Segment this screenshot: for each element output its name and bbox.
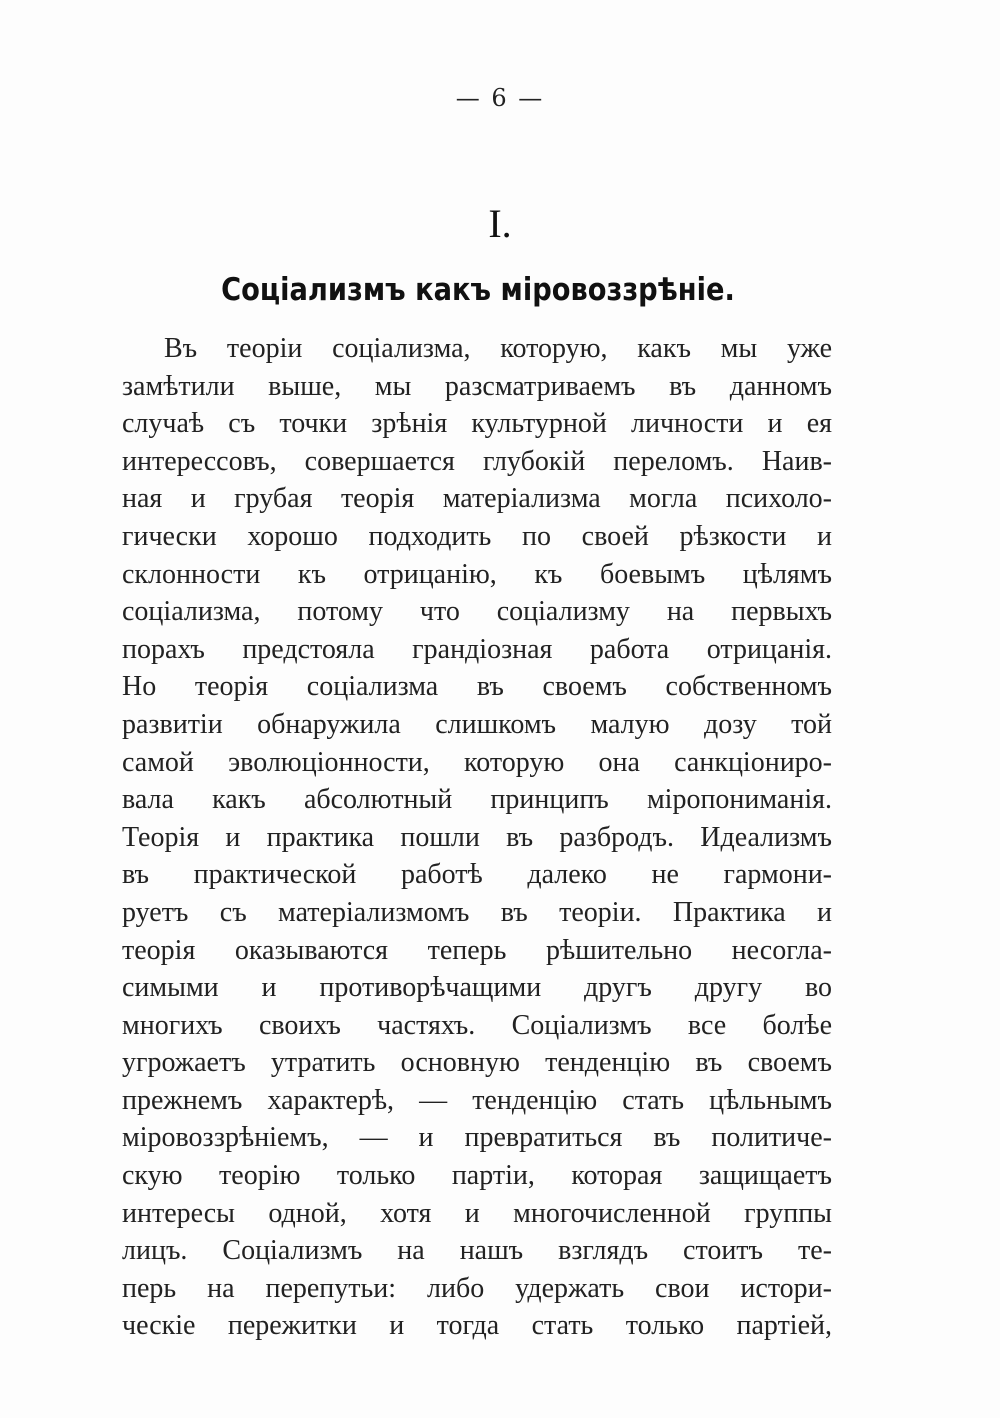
text-line: интересы одной, хотя и многочисленной группы — [122, 1197, 832, 1229]
text-line: міровоззрѣніемъ, — и превратиться въ политиче- — [122, 1122, 832, 1154]
text-line: симыми и противорѣчащими другъ другу во — [122, 972, 832, 1004]
text-line: лицъ. Соціализмъ на нашъ взглядъ стоитъ те- — [122, 1235, 832, 1267]
text-line: гически хорошо подходить по своей рѣзкости и — [122, 520, 832, 552]
text-line: вала какъ абсолютный принципъ міропониманія. — [122, 784, 832, 816]
text-line: замѣтили выше, мы разсматриваемъ въ данномъ — [122, 370, 832, 402]
text-line: ческіе пережитки и тогда стать только партіей, — [122, 1310, 832, 1342]
text-line: склонности къ отрицанію, къ боевымъ цѣлямъ — [122, 558, 832, 590]
body-text — [122, 330, 832, 1345]
text-line: Въ теоріи соціализма, которую, какъ мы уже — [164, 333, 832, 364]
text-line: случаѣ съ точки зрѣнія культурной личности и ея — [122, 408, 832, 440]
text-line: соціализма, потому что соціализму на первыхъ — [122, 596, 832, 628]
chapter-number: I. — [488, 201, 512, 246]
chapter-title: Соціализмъ какъ міровоззрѣніе. — [221, 272, 735, 308]
text-line: ная и грубая теорія матеріализма могла психоло- — [122, 483, 832, 515]
text-line: самой эволюціонности, которую она санкціониро- — [122, 746, 832, 778]
text-line: въ практической работѣ далеко не гармони- — [122, 859, 832, 891]
text-line: Но теорія соціализма въ своемъ собственномъ — [122, 671, 832, 703]
text-line: прежнемъ характерѣ, — тенденцію стать цѣльнымъ — [122, 1084, 832, 1116]
text-line: теорія оказываются теперь рѣшительно несогла- — [122, 934, 832, 966]
text-line: руетъ съ матеріализмомъ въ теоріи. Практика и — [122, 896, 832, 928]
text-line: развитіи обнаружила слишкомъ малую дозу той — [122, 708, 832, 740]
text-line: перь на перепутьи: либо удержать свои истори- — [122, 1272, 832, 1304]
text-line: интерессовъ, совершается глубокій переломъ. Наив- — [122, 445, 832, 477]
text-line: многихъ своихъ частяхъ. Соціализмъ все болѣе — [122, 1009, 832, 1041]
text-line: Теорія и практика пошли въ разбродъ. Идеализмъ — [122, 821, 832, 853]
text-line: угрожаетъ утратить основную тенденцію въ своемъ — [122, 1047, 832, 1079]
page-number: — 6 — — [455, 84, 545, 112]
text-line: скую теорію только партіи, которая защищаетъ — [122, 1160, 832, 1192]
text-line: порахъ предстояла грандіозная работа отрицанія. — [122, 633, 832, 665]
